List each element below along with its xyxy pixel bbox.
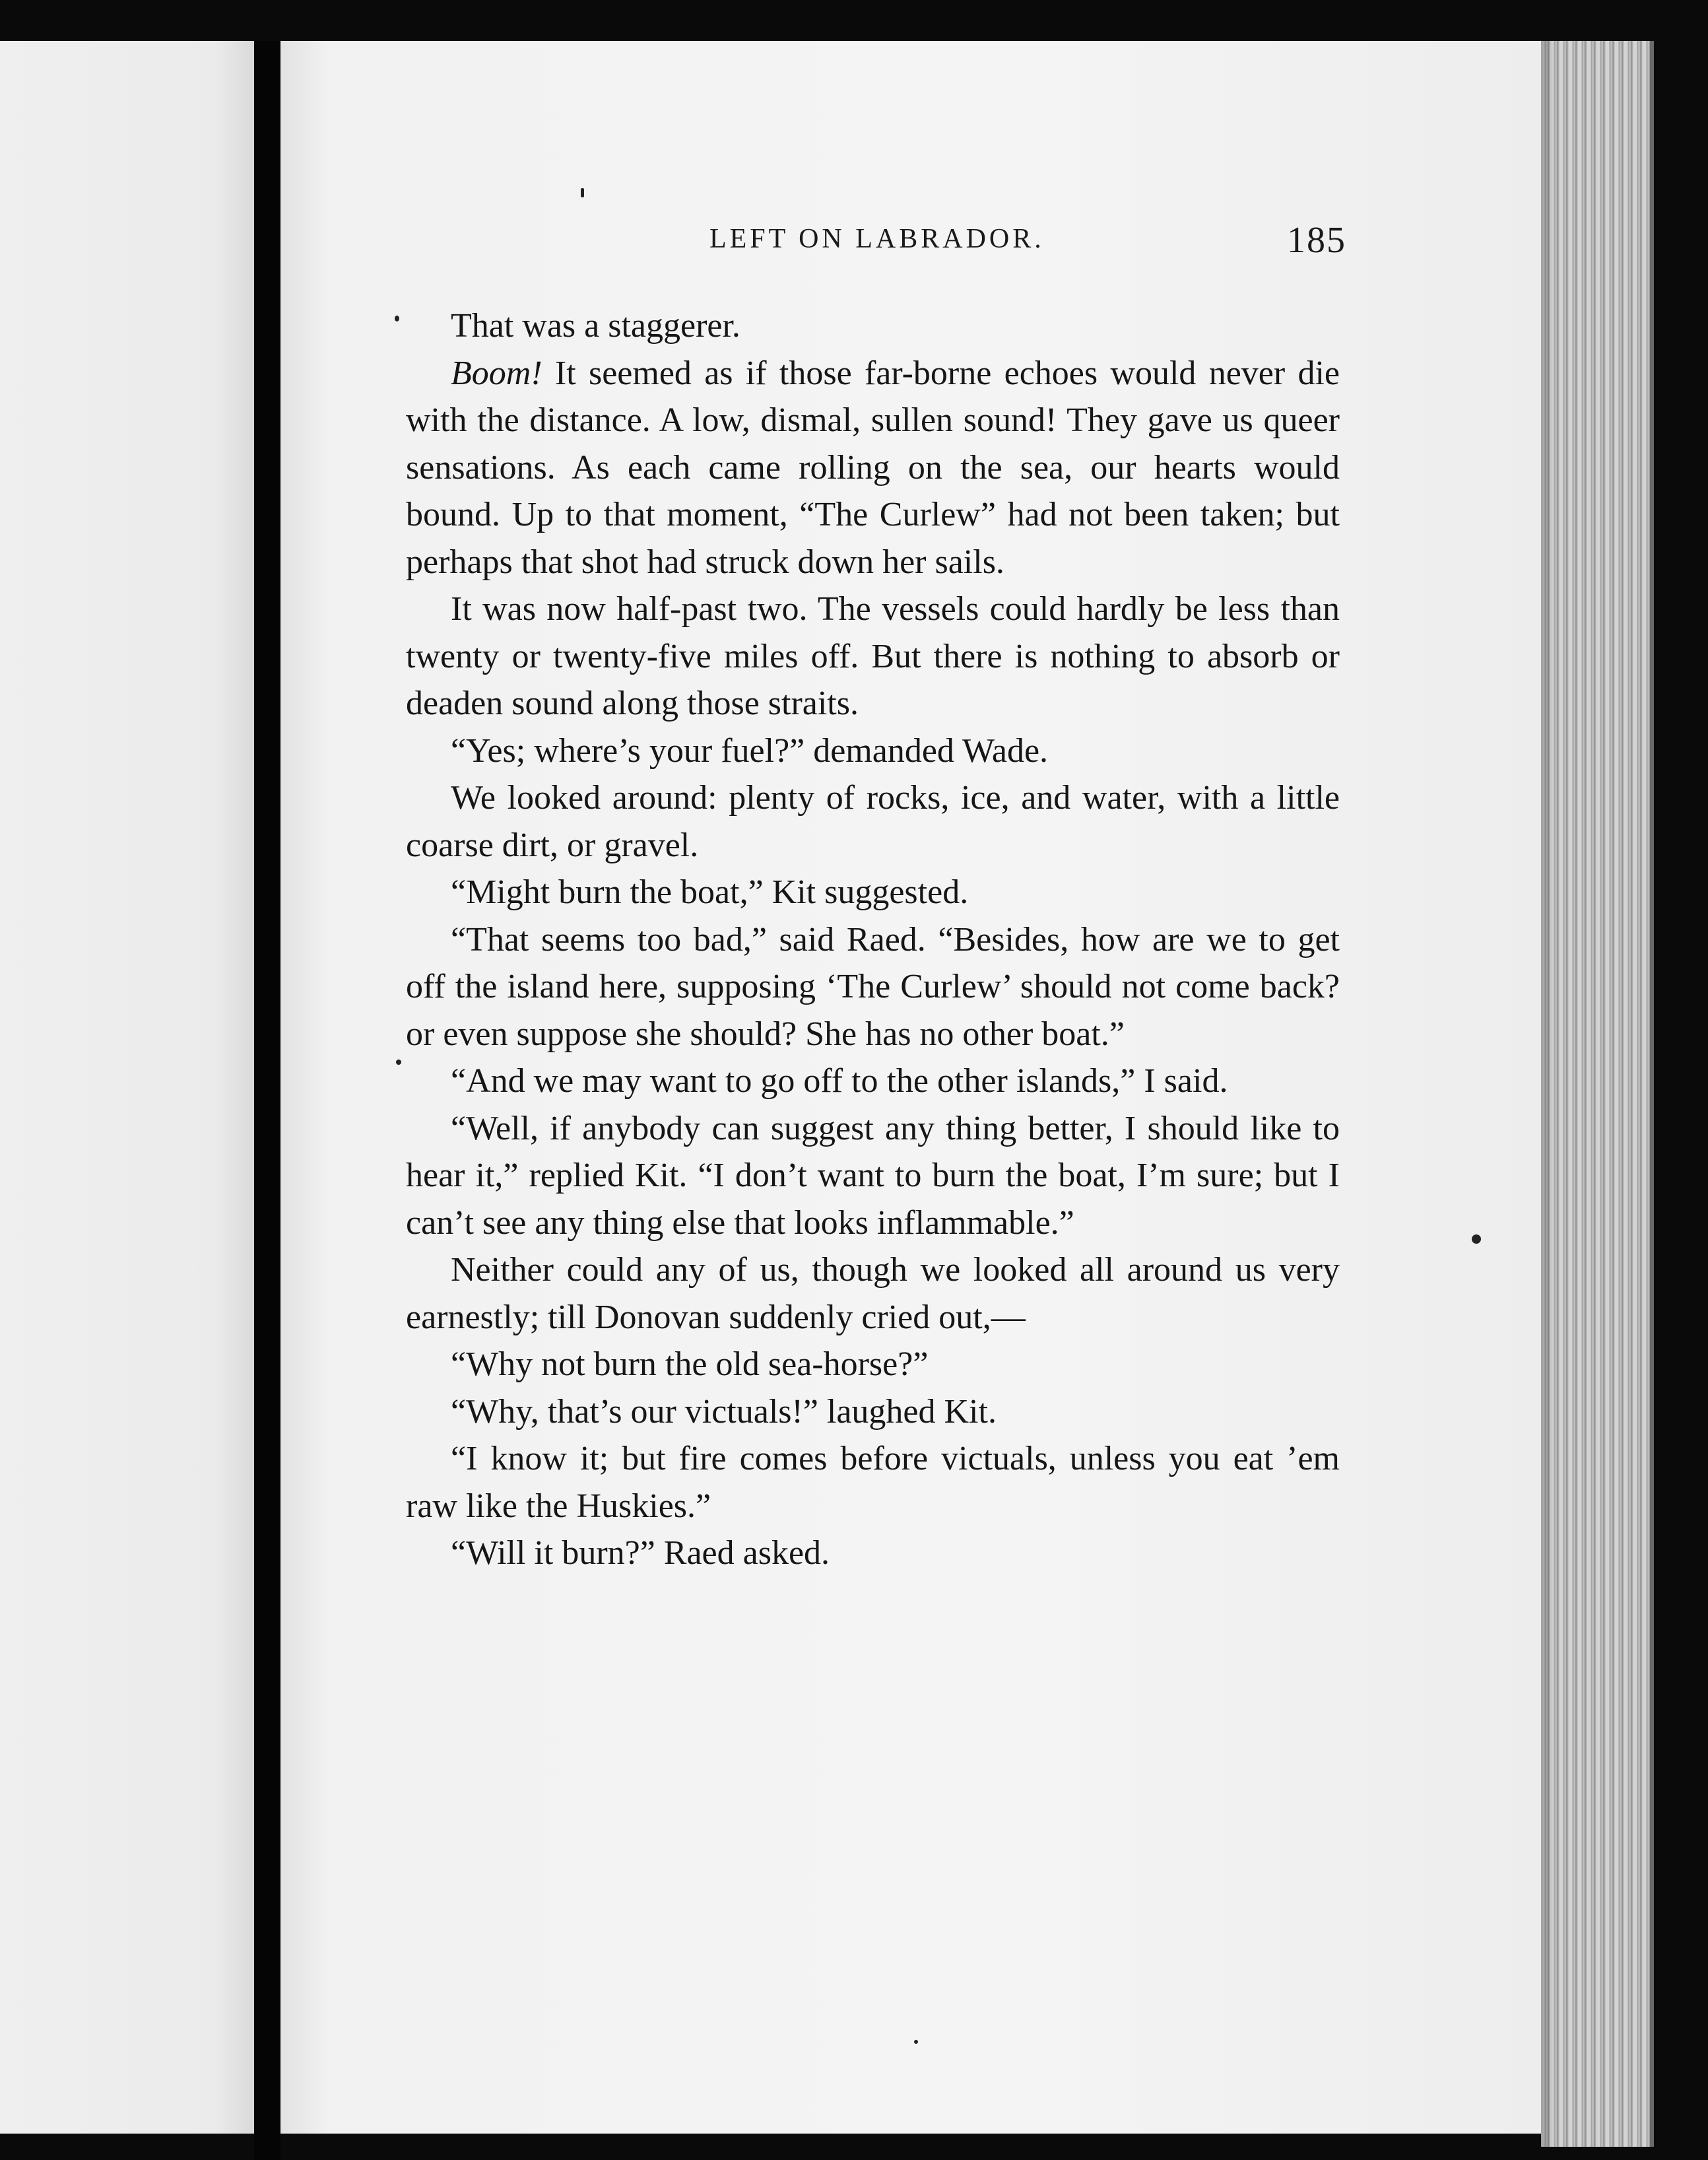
paragraph: “Yes; where’s your fuel?” demanded Wade. [451,731,1049,770]
book-gutter [254,41,280,2160]
scan-speck [1472,1234,1481,1244]
page-edges [1541,41,1654,2147]
paragraph: Neither could any of us, though we looked all around us very earnestly; till Donovan suddenly cried out,— [406,1251,1340,1336]
paragraph: “Well, if anybody can suggest any thing better, I should like to hear it,” replied Kit. “I don’t want to burn the boat, I’m sure; but I can’t see any thing else that looks inflammable.” [406,1109,1340,1242]
left-page-blank [0,41,254,2134]
page-edge-shadow [1541,41,1554,2147]
paragraph-text: It seemed as if those far-borne echoes would never die with the distance. A low, dismal, sullen sound! They gave us queer sensations. As each came rolling on the sea, our hearts would bound. Up to that moment, “The Curlew” had not been taken; but perhaps that shot had struck down her sails. [406,354,1340,581]
paragraph: It was now half-past two. The vessels could hardly be less than twenty or twenty-five miles off. But there is nothing to absorb or deaden sound along those straits. [406,590,1340,722]
page-number: 185 [1287,220,1346,261]
italic-exclamation: Boom! [451,354,542,392]
running-head: LEFT ON LABRADOR. [709,224,1045,254]
paragraph: “Might burn the boat,” Kit suggested. [451,873,969,911]
paragraph: “Why not burn the old sea-horse?” [451,1345,929,1383]
paragraph: That was a staggerer. [451,307,740,345]
scan-speck [396,1060,401,1065]
paragraph: “Will it burn?” Raed asked. [451,1534,830,1572]
paragraph [406,350,1340,586]
paragraph: “That seems too bad,” said Raed. “Besides, how are we to get off the island here, supposing ‘The Curlew’ should not come back? or even suppose she should? She has no other boat.” [406,920,1340,1053]
paragraph: We looked around: plenty of rocks, ice, and water, with a little coarse dirt, or gravel. [406,779,1340,864]
scan-speck [581,188,584,197]
paragraph: “I know it; but fire comes before victuals, unless you eat ’em raw like the Huskies.” [406,1440,1340,1525]
paragraph: “Why, that’s our victuals!” laughed Kit. [451,1392,997,1431]
body-text [406,302,1340,1577]
scan-speck [395,316,399,321]
scan-speck [914,2040,918,2044]
paragraph: “And we may want to go off to the other islands,” I said. [451,1062,1228,1100]
